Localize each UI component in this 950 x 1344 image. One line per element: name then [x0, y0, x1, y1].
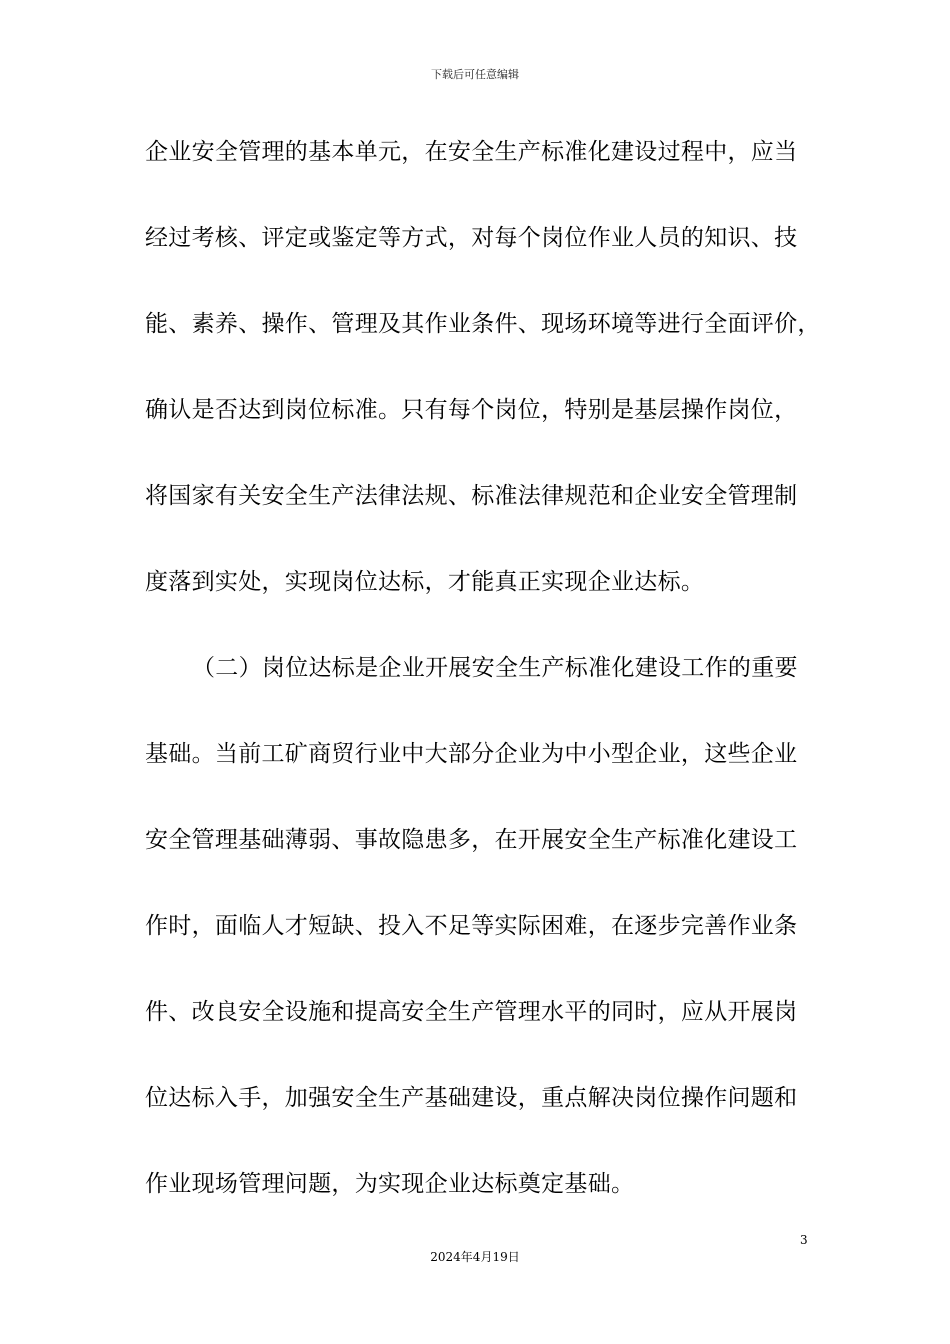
- footer-date: 2024年4月19日: [430, 1250, 520, 1264]
- paragraph-start-line: （二）岗位达标是企业开展安全生产标准化建设工作的重要: [192, 655, 798, 681]
- text-line: 能、素养、操作、管理及其作业条件、现场环境等进行全面评价，: [145, 311, 821, 337]
- text-line: 基础。当前工矿商贸行业中大部分企业为中小型企业，这些企业: [145, 741, 798, 767]
- page-number: 3: [800, 1233, 808, 1247]
- text-line: 经过考核、评定或鉴定等方式，对每个岗位作业人员的知识、技: [145, 225, 798, 251]
- text-line: 作时，面临人才短缺、投入不足等实际困难，在逐步完善作业条: [145, 913, 798, 939]
- body-text: [145, 130, 825, 1248]
- header-note: 下载后可任意编辑: [431, 68, 519, 81]
- text-line: 安全管理基础薄弱、事故隐患多，在开展安全生产标准化建设工: [145, 827, 798, 853]
- text-line: 确认是否达到岗位标准。只有每个岗位，特别是基层操作岗位，: [145, 397, 798, 423]
- text-line: 位达标入手，加强安全生产基础建设，重点解决岗位操作问题和: [145, 1085, 798, 1111]
- text-line: 企业安全管理的基本单元，在安全生产标准化建设过程中，应当: [145, 139, 798, 165]
- text-line: 件、改良安全设施和提高安全生产管理水平的同时，应从开展岗: [145, 999, 798, 1025]
- text-line: 将国家有关安全生产法律法规、标准法律规范和企业安全管理制: [145, 483, 798, 509]
- text-line: 作业现场管理问题，为实现企业达标奠定基础。: [145, 1171, 635, 1197]
- text-line: 度落到实处，实现岗位达标，才能真正实现企业达标。: [145, 569, 705, 595]
